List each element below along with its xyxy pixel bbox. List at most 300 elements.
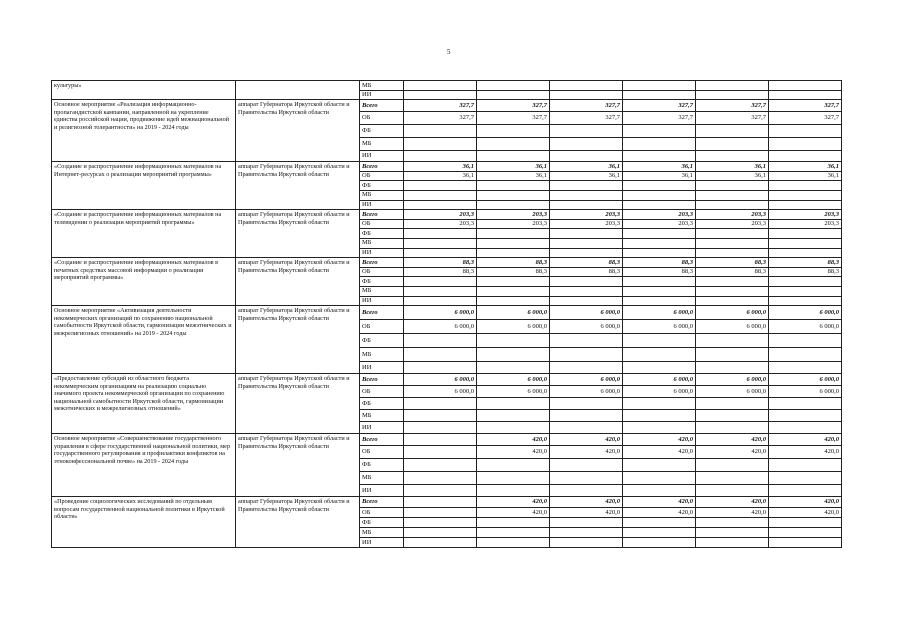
funding-source-cell: ИИ: [360, 538, 404, 548]
value-cell: [404, 277, 477, 287]
value-cell: [769, 348, 842, 362]
value-cell: 420,0: [769, 508, 842, 518]
value-cell: [477, 334, 550, 348]
value-cell: 420,0: [696, 446, 769, 459]
value-cell: [404, 238, 477, 248]
value-cell: [696, 538, 769, 548]
executor-cell: [236, 81, 360, 100]
value-cell: [477, 296, 550, 306]
value-cell: 420,0: [769, 497, 842, 508]
value-cell: [623, 248, 696, 258]
value-cell: 6 000,0: [550, 374, 623, 386]
value-cell: [550, 334, 623, 348]
value-cell: [696, 277, 769, 287]
value-cell: [550, 422, 623, 434]
funding-source-cell: МБ: [360, 190, 404, 200]
executor-cell: аппарат Губернатора Иркутской области и Правительства Иркутской области: [236, 100, 360, 162]
value-cell: [696, 398, 769, 410]
funding-source-cell: Всего: [360, 374, 404, 386]
value-cell: [623, 459, 696, 472]
value-cell: [404, 190, 477, 200]
value-cell: [404, 446, 477, 459]
value-cell: [769, 472, 842, 485]
value-cell: [477, 90, 550, 100]
value-cell: [477, 410, 550, 422]
value-cell: 36,1: [696, 171, 769, 181]
value-cell: [769, 81, 842, 91]
value-cell: 88,3: [477, 267, 550, 277]
funding-source-cell: ОБ: [360, 112, 404, 125]
value-cell: [404, 362, 477, 374]
value-cell: [550, 410, 623, 422]
value-cell: [696, 90, 769, 100]
value-cell: 420,0: [477, 434, 550, 446]
value-cell: [404, 248, 477, 258]
value-cell: [404, 200, 477, 210]
activity-name-cell: «Создание и распространение информационных материалов на телевидении о реализации мероприятий программы»: [52, 210, 236, 258]
value-cell: [623, 398, 696, 410]
value-cell: 6 000,0: [696, 306, 769, 320]
table-row: [52, 210, 842, 220]
value-cell: 203,3: [404, 219, 477, 229]
value-cell: [696, 459, 769, 472]
value-cell: [404, 518, 477, 528]
value-cell: 327,7: [404, 112, 477, 125]
value-cell: [769, 459, 842, 472]
value-cell: 88,3: [623, 258, 696, 268]
value-cell: 420,0: [550, 434, 623, 446]
value-cell: [623, 138, 696, 151]
value-cell: 6 000,0: [477, 386, 550, 398]
value-cell: [623, 528, 696, 538]
value-cell: [550, 138, 623, 151]
page-number: 5: [447, 48, 451, 56]
value-cell: [550, 538, 623, 548]
activity-name-cell: «Создание и распространение информационных материалов на Интернет-ресурсах о реализации мероприятий программы»: [52, 162, 236, 210]
value-cell: [477, 190, 550, 200]
value-cell: [769, 398, 842, 410]
value-cell: [404, 334, 477, 348]
value-cell: [623, 485, 696, 497]
value-cell: [769, 485, 842, 497]
value-cell: 327,7: [769, 100, 842, 112]
value-cell: [623, 277, 696, 287]
value-cell: [696, 296, 769, 306]
value-cell: [696, 518, 769, 528]
value-cell: [404, 398, 477, 410]
value-cell: [550, 181, 623, 191]
funding-source-cell: ИИ: [360, 362, 404, 374]
value-cell: [696, 81, 769, 91]
value-cell: 6 000,0: [550, 386, 623, 398]
value-cell: 36,1: [769, 162, 842, 172]
value-cell: [404, 181, 477, 191]
value-cell: [623, 90, 696, 100]
executor-cell: аппарат Губернатора Иркутской области и Правительства Иркутской области: [236, 434, 360, 497]
value-cell: [550, 200, 623, 210]
value-cell: [550, 485, 623, 497]
value-cell: [477, 81, 550, 91]
value-cell: [769, 277, 842, 287]
value-cell: [550, 229, 623, 239]
funding-source-cell: ФБ: [360, 181, 404, 191]
value-cell: 420,0: [623, 446, 696, 459]
funding-source-cell: ФБ: [360, 518, 404, 528]
value-cell: 420,0: [477, 508, 550, 518]
value-cell: [550, 528, 623, 538]
value-cell: 88,3: [404, 258, 477, 268]
value-cell: 420,0: [550, 508, 623, 518]
value-cell: [769, 286, 842, 296]
value-cell: [623, 81, 696, 91]
value-cell: 6 000,0: [696, 386, 769, 398]
value-cell: [477, 229, 550, 239]
value-cell: [404, 125, 477, 138]
value-cell: [623, 190, 696, 200]
value-cell: 203,3: [477, 210, 550, 220]
value-cell: [477, 125, 550, 138]
value-cell: [404, 485, 477, 497]
value-cell: [477, 472, 550, 485]
value-cell: [477, 398, 550, 410]
value-cell: [696, 190, 769, 200]
value-cell: [550, 90, 623, 100]
value-cell: [769, 410, 842, 422]
value-cell: [550, 81, 623, 91]
value-cell: 420,0: [623, 434, 696, 446]
value-cell: [404, 286, 477, 296]
value-cell: 36,1: [696, 162, 769, 172]
value-cell: [623, 296, 696, 306]
value-cell: [696, 248, 769, 258]
value-cell: [477, 286, 550, 296]
value-cell: 420,0: [696, 508, 769, 518]
value-cell: [769, 422, 842, 434]
value-cell: 36,1: [769, 171, 842, 181]
value-cell: [550, 362, 623, 374]
value-cell: 88,3: [769, 258, 842, 268]
funding-source-cell: ОБ: [360, 171, 404, 181]
table-row: [52, 81, 842, 91]
value-cell: [769, 125, 842, 138]
value-cell: [550, 190, 623, 200]
value-cell: [550, 398, 623, 410]
activity-name-cell: Основное мероприятие «Совершенствование государственного управления в сфере государственной национальной политики, мер государственного регулирования и профилактики конфликтов на этноконфессиональной почве» на 2019 - 2024 годы: [52, 434, 236, 497]
value-cell: 6 000,0: [696, 374, 769, 386]
value-cell: [696, 422, 769, 434]
funding-source-cell: МБ: [360, 238, 404, 248]
value-cell: 203,3: [623, 210, 696, 220]
value-cell: 88,3: [696, 267, 769, 277]
value-cell: [696, 200, 769, 210]
value-cell: [477, 362, 550, 374]
value-cell: [477, 459, 550, 472]
value-cell: [696, 362, 769, 374]
funding-source-cell: МБ: [360, 528, 404, 538]
funding-source-cell: ИИ: [360, 296, 404, 306]
table-row: [52, 258, 842, 268]
funding-source-cell: ФБ: [360, 125, 404, 138]
value-cell: [696, 528, 769, 538]
value-cell: [769, 248, 842, 258]
value-cell: [404, 410, 477, 422]
value-cell: [769, 238, 842, 248]
funding-source-cell: ОБ: [360, 267, 404, 277]
value-cell: [696, 125, 769, 138]
funding-source-cell: МБ: [360, 138, 404, 151]
value-cell: [623, 200, 696, 210]
funding-source-cell: Всего: [360, 434, 404, 446]
value-cell: 6 000,0: [696, 320, 769, 334]
value-cell: [477, 422, 550, 434]
table-row: [52, 162, 842, 172]
value-cell: [550, 277, 623, 287]
funding-source-cell: ФБ: [360, 229, 404, 239]
value-cell: [696, 286, 769, 296]
value-cell: [696, 485, 769, 497]
value-cell: 6 000,0: [623, 306, 696, 320]
value-cell: 6 000,0: [623, 320, 696, 334]
value-cell: 6 000,0: [769, 374, 842, 386]
value-cell: [404, 434, 477, 446]
value-cell: [769, 229, 842, 239]
value-cell: [550, 238, 623, 248]
value-cell: [477, 248, 550, 258]
value-cell: 420,0: [696, 434, 769, 446]
value-cell: 420,0: [477, 446, 550, 459]
value-cell: [623, 362, 696, 374]
funding-source-cell: ИИ: [360, 90, 404, 100]
value-cell: 327,7: [477, 100, 550, 112]
funding-source-cell: ИИ: [360, 151, 404, 162]
value-cell: [769, 538, 842, 548]
value-cell: [477, 348, 550, 362]
value-cell: [696, 334, 769, 348]
value-cell: [623, 229, 696, 239]
activity-name-cell: «Создание и распространение информационных материалов в печатных средствах массовой информации о реализации мероприятий программы»: [52, 258, 236, 306]
funding-source-cell: ИИ: [360, 485, 404, 497]
executor-cell: аппарат Губернатора Иркутской области и Правительства Иркутской области: [236, 497, 360, 548]
value-cell: [623, 538, 696, 548]
value-cell: [623, 334, 696, 348]
executor-cell: аппарат Губернатора Иркутской области и Правительства Иркутской области: [236, 210, 360, 258]
funding-source-cell: ОБ: [360, 386, 404, 398]
value-cell: [769, 190, 842, 200]
activity-name-cell: Основное мероприятие «Активизация деятельности некоммерческих организаций по сохранению национальной самобытности Иркутской области, гармонизации межэтнических и межрелигиозных отношений» на 2019 - 2024 годы: [52, 306, 236, 374]
value-cell: 36,1: [623, 171, 696, 181]
value-cell: 6 000,0: [550, 306, 623, 320]
value-cell: 420,0: [769, 446, 842, 459]
funding-source-cell: ОБ: [360, 508, 404, 518]
activity-name-cell: «Проведение социологических исследований по отдельным вопросам государственной национальной политики в Иркутской области»: [52, 497, 236, 548]
value-cell: 420,0: [623, 497, 696, 508]
value-cell: 327,7: [696, 112, 769, 125]
table-row: [52, 434, 842, 446]
value-cell: 88,3: [623, 267, 696, 277]
value-cell: [623, 348, 696, 362]
funding-source-cell: МБ: [360, 286, 404, 296]
value-cell: [477, 181, 550, 191]
value-cell: [404, 138, 477, 151]
value-cell: [550, 472, 623, 485]
value-cell: [550, 286, 623, 296]
value-cell: 327,7: [550, 100, 623, 112]
value-cell: [404, 508, 477, 518]
value-cell: [550, 518, 623, 528]
value-cell: [404, 348, 477, 362]
value-cell: [769, 200, 842, 210]
value-cell: [769, 528, 842, 538]
value-cell: 6 000,0: [769, 306, 842, 320]
value-cell: [623, 422, 696, 434]
value-cell: [769, 181, 842, 191]
value-cell: 6 000,0: [623, 374, 696, 386]
value-cell: [550, 151, 623, 162]
value-cell: [477, 200, 550, 210]
value-cell: [404, 422, 477, 434]
funding-source-cell: Всего: [360, 100, 404, 112]
value-cell: 327,7: [623, 100, 696, 112]
funding-source-cell: ОБ: [360, 320, 404, 334]
value-cell: 203,3: [769, 219, 842, 229]
value-cell: 6 000,0: [404, 306, 477, 320]
funding-source-cell: ИИ: [360, 200, 404, 210]
table-row: [52, 306, 842, 320]
funding-source-cell: Всего: [360, 306, 404, 320]
executor-cell: аппарат Губернатора Иркутской области и Правительства Иркутской области: [236, 374, 360, 434]
value-cell: [769, 296, 842, 306]
value-cell: [404, 528, 477, 538]
value-cell: 36,1: [550, 162, 623, 172]
funding-source-cell: МБ: [360, 348, 404, 362]
value-cell: 420,0: [477, 497, 550, 508]
funding-source-cell: Всего: [360, 258, 404, 268]
value-cell: [550, 125, 623, 138]
value-cell: 327,7: [769, 112, 842, 125]
value-cell: 420,0: [696, 497, 769, 508]
value-cell: [696, 238, 769, 248]
value-cell: 6 000,0: [477, 374, 550, 386]
table-row: [52, 100, 842, 112]
value-cell: 36,1: [404, 171, 477, 181]
executor-cell: аппарат Губернатора Иркутской области и Правительства Иркутской области: [236, 306, 360, 374]
activity-name-cell: культуры»: [52, 81, 236, 100]
value-cell: [696, 181, 769, 191]
value-cell: [623, 518, 696, 528]
value-cell: [769, 151, 842, 162]
value-cell: [477, 485, 550, 497]
funding-source-cell: ФБ: [360, 334, 404, 348]
value-cell: [477, 277, 550, 287]
value-cell: [477, 238, 550, 248]
table-row: [52, 374, 842, 386]
funding-source-cell: МБ: [360, 472, 404, 485]
value-cell: [696, 151, 769, 162]
value-cell: 88,3: [550, 267, 623, 277]
value-cell: 36,1: [477, 162, 550, 172]
value-cell: 203,3: [550, 219, 623, 229]
value-cell: 6 000,0: [477, 306, 550, 320]
value-cell: [404, 90, 477, 100]
value-cell: 420,0: [769, 434, 842, 446]
value-cell: [623, 286, 696, 296]
funding-source-cell: ФБ: [360, 398, 404, 410]
value-cell: [623, 181, 696, 191]
funding-source-cell: ФБ: [360, 277, 404, 287]
value-cell: [623, 410, 696, 422]
value-cell: 88,3: [550, 258, 623, 268]
value-cell: 203,3: [477, 219, 550, 229]
value-cell: [696, 410, 769, 422]
table-row: [52, 497, 842, 508]
value-cell: 88,3: [404, 267, 477, 277]
funding-source-cell: Всего: [360, 210, 404, 220]
activity-name-cell: Основное мероприятие «Реализация информационно-пропагандистской кампании, направленной на укрепление единства российской нации, продвижение идей межнациональной и религиозной толерантности» на 2019 - 2024 годы: [52, 100, 236, 162]
value-cell: 36,1: [404, 162, 477, 172]
funding-source-cell: Всего: [360, 162, 404, 172]
value-cell: [769, 518, 842, 528]
value-cell: [404, 538, 477, 548]
value-cell: [696, 138, 769, 151]
value-cell: [550, 459, 623, 472]
value-cell: 6 000,0: [404, 374, 477, 386]
value-cell: 420,0: [550, 446, 623, 459]
value-cell: [404, 81, 477, 91]
value-cell: [477, 518, 550, 528]
value-cell: 6 000,0: [769, 320, 842, 334]
value-cell: [550, 348, 623, 362]
value-cell: 203,3: [404, 210, 477, 220]
executor-cell: аппарат Губернатора Иркутской области и Правительства Иркутской области: [236, 258, 360, 306]
value-cell: 327,7: [696, 100, 769, 112]
budget-table: [51, 80, 842, 548]
value-cell: 6 000,0: [404, 320, 477, 334]
value-cell: 36,1: [477, 171, 550, 181]
value-cell: [404, 459, 477, 472]
value-cell: [623, 125, 696, 138]
value-cell: 327,7: [623, 112, 696, 125]
value-cell: 36,1: [623, 162, 696, 172]
value-cell: [769, 138, 842, 151]
value-cell: 36,1: [550, 171, 623, 181]
funding-source-cell: ОБ: [360, 219, 404, 229]
value-cell: [404, 497, 477, 508]
value-cell: 6 000,0: [550, 320, 623, 334]
funding-source-cell: ФБ: [360, 459, 404, 472]
value-cell: 327,7: [477, 112, 550, 125]
value-cell: 88,3: [696, 258, 769, 268]
value-cell: 203,3: [769, 210, 842, 220]
value-cell: [404, 151, 477, 162]
value-cell: [623, 151, 696, 162]
value-cell: [623, 472, 696, 485]
value-cell: 88,3: [769, 267, 842, 277]
value-cell: [623, 238, 696, 248]
value-cell: 6 000,0: [769, 386, 842, 398]
value-cell: [696, 229, 769, 239]
value-cell: 6 000,0: [477, 320, 550, 334]
value-cell: [477, 528, 550, 538]
value-cell: [550, 296, 623, 306]
value-cell: 203,3: [696, 219, 769, 229]
funding-source-cell: ОБ: [360, 446, 404, 459]
value-cell: 420,0: [550, 497, 623, 508]
funding-source-cell: ИИ: [360, 422, 404, 434]
value-cell: 6 000,0: [623, 386, 696, 398]
executor-cell: аппарат Губернатора Иркутской области и Правительства Иркутской области: [236, 162, 360, 210]
value-cell: [477, 538, 550, 548]
value-cell: [477, 151, 550, 162]
